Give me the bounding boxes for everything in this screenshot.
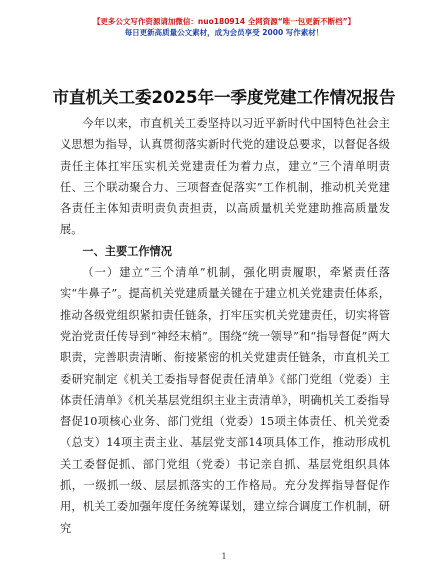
intro-paragraph: 今年以来，市直机关工委坚持以习近平新时代中国特色社会主义思想为指导，认真贯彻落实新时代党的建设总要求，以督促各级责任主体扛牢压实机关党建责任为着力点，建立“三个清单明责任、三个联动聚合力、三项督查促落实”工作机制，推动机关党建各责任主体知责明责负责担责，以高质量机关党建助推高质量发展。 xyxy=(60,117,390,237)
document-body xyxy=(60,113,390,539)
document-title: 市直机关工委2025年一季度党建工作情况报告 xyxy=(52,88,396,107)
promo-banner xyxy=(0,16,448,38)
page-number: 1 xyxy=(221,552,227,561)
promo-banner-line-1: 【更多公文写作资源请加微信：nuo180914 全网资源“唯一包更新不断档”】 xyxy=(92,17,356,26)
section-heading: 一、主要工作情况 xyxy=(82,244,172,258)
promo-banner-line-2: 每日更新高质量公文素材，成为会员享受 2000 写作素材！ xyxy=(124,28,324,37)
section-paragraph: （一）建立“三个清单”机制，强化明责履职，牵紧责任落实“牛鼻子”。提高机关党建质量关键在于建立机关党建责任体系，推动各级党组织紧扣责任链条，打牢压实机关党建责任，切实将管党治党责任传导到“神经末梢”。围绕“统一领导”和“指导督促”两大职责，完善职责清晰、衔接紧密的机关党建责任链条，市直机关工委研究制定《机关工委指导督促责任清单》《部门党组（党委）主体责任清单》《机关基层党组织主业主责清单》，明确机关工委指导督促10项核心业务、部门党组（党委）15项主体责任、机关党委（总支）14项主责主业、基层党支部14项具体工作，推动形成机关工委督促抓、部门党组（党委）书记亲自抓、基层党组织具体抓，一级抓一级、层层抓落实的工作格局。充分发挥指导督促作用，机关工委加强年度任务统筹谋划，建立综合调度工作机制，研究 xyxy=(60,266,390,535)
